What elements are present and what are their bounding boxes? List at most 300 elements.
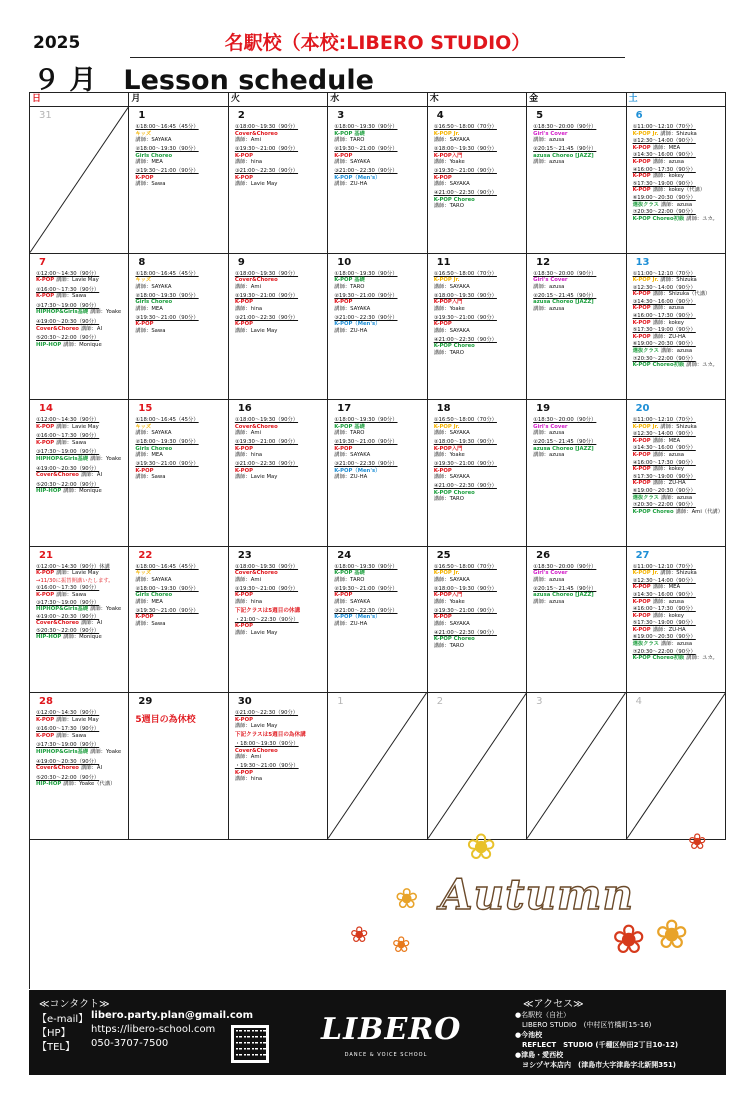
lesson-slot[interactable]	[235, 608, 325, 615]
lesson-instructor: 講師：azusa	[533, 159, 565, 166]
tel-label: 【TEL】	[37, 1042, 75, 1053]
lesson-slot[interactable]	[36, 614, 126, 627]
lesson-time: ③21:00〜22:30（90分）	[334, 607, 398, 614]
day-cell[interactable]	[129, 107, 228, 254]
lesson-name: K-POP	[234, 321, 253, 328]
lesson-time: ⑤20:30〜22:00（90分）	[36, 627, 100, 634]
lesson-time: ②12:30〜14:00（90分）	[632, 577, 696, 584]
lesson-time: ①18:00〜19:30（90分）	[334, 270, 398, 277]
lesson-slot[interactable]	[633, 313, 723, 326]
lesson-time: ③21:00〜22:30（90分）	[334, 168, 398, 175]
lesson-instructor: 講師：MEA	[652, 584, 681, 591]
lesson-instructor: 講師：AI	[80, 620, 103, 627]
lesson-name	[36, 620, 126, 627]
lesson-name: K-POP入門	[433, 445, 463, 452]
day-cell[interactable]	[627, 547, 726, 694]
day-number: 10	[337, 256, 352, 268]
day-number: 4	[436, 110, 444, 121]
lesson-time: ⑦20:30〜22:00（90分）	[632, 648, 696, 655]
lesson-slot[interactable]	[434, 630, 524, 650]
lesson-slot[interactable]	[434, 168, 524, 188]
lesson-name: K-POP Jr.	[433, 277, 460, 284]
lesson-slot[interactable]	[633, 502, 723, 515]
lesson-name: K-POP	[334, 299, 353, 306]
lesson-slot[interactable]	[633, 341, 723, 354]
day-cell[interactable]	[428, 254, 527, 401]
lesson-time: ④21:00〜22:30（90分）	[433, 483, 497, 490]
lesson-slot[interactable]	[334, 461, 424, 481]
lesson-instructor: 講師：MEA	[652, 437, 681, 444]
lesson-slot[interactable]	[235, 710, 325, 730]
day-cell[interactable]	[30, 254, 129, 401]
lesson-instructor: 講師：azusa	[533, 576, 565, 583]
lesson-instructor: 講師：Monique	[63, 341, 102, 348]
lesson-name	[633, 584, 723, 591]
lesson-slot[interactable]	[36, 466, 126, 479]
day-cell[interactable]	[328, 400, 427, 547]
lesson-slot[interactable]	[633, 124, 723, 137]
lesson-instructor: 講師：Sawa	[56, 732, 87, 739]
lesson-slot[interactable]	[135, 168, 225, 188]
lesson-time: ②18:00〜19:30（90分）	[433, 146, 497, 153]
lesson-name-text: K-POP Jr.	[632, 277, 659, 284]
lesson-slot[interactable]	[235, 417, 325, 437]
weekday-header: 日	[30, 93, 129, 107]
lesson-slot[interactable]	[36, 417, 126, 430]
lesson-time: ①11:00〜12:10（70分）	[632, 563, 696, 570]
day-cell[interactable]	[328, 693, 427, 840]
day-cell[interactable]	[627, 254, 726, 401]
lesson-slot[interactable]	[633, 474, 723, 487]
lesson-time: ①11:00〜12:10（70分）	[632, 417, 696, 424]
day-number: 2	[237, 110, 245, 121]
lesson-slot[interactable]	[36, 319, 126, 332]
lesson-name: Girl's Cover	[533, 277, 568, 284]
lesson-name: K-POP	[234, 716, 253, 723]
lesson-name	[633, 599, 723, 606]
qr-code-icon[interactable]	[231, 1025, 269, 1063]
lesson-slot[interactable]	[334, 168, 424, 188]
lesson-slot[interactable]	[434, 190, 524, 210]
lesson-name: K-POP 基礎	[334, 570, 365, 577]
lesson-instructor: 講師：azusa	[660, 641, 693, 648]
lesson-instructor: 講師：TARO	[433, 496, 464, 503]
day-cell[interactable]	[527, 254, 626, 401]
lesson-slot[interactable]	[135, 146, 225, 166]
access-line: ●名駅校（自社）	[515, 1011, 571, 1019]
lesson-slot[interactable]	[135, 564, 225, 584]
lesson-slot[interactable]	[434, 124, 524, 144]
lesson-instructor: 講師：AI	[80, 472, 103, 479]
lesson-slot[interactable]	[36, 628, 126, 641]
lesson-instructor: 講師：azusa	[660, 348, 693, 355]
day-cell[interactable]	[428, 107, 527, 254]
lesson-time: ①18:30〜20:00（90分）	[533, 563, 597, 570]
day-cell[interactable]	[229, 400, 328, 547]
lesson-slot[interactable]	[434, 564, 524, 584]
lesson-slot[interactable]	[135, 608, 225, 628]
lesson-slot[interactable]	[633, 445, 723, 458]
lesson-slot[interactable]	[633, 431, 723, 444]
lesson-name: Girls Choreo	[135, 152, 173, 159]
lesson-slot[interactable]	[533, 439, 623, 459]
lesson-instructor: 講師：Lavie May	[56, 570, 99, 577]
lesson-slot[interactable]	[633, 578, 723, 591]
maple-leaf-icon: ❀	[466, 827, 497, 868]
lesson-slot[interactable]	[235, 763, 325, 783]
lesson-slot[interactable]	[334, 271, 424, 291]
lesson-slot[interactable]	[36, 335, 126, 348]
lesson-slot[interactable]	[633, 327, 723, 340]
lesson-slot[interactable]	[533, 586, 623, 606]
lesson-name-text: Cover&Choreo	[36, 472, 79, 479]
lesson-slot[interactable]	[434, 439, 524, 459]
lesson-name	[36, 781, 126, 788]
access-line: ●津島・愛西校	[515, 1051, 564, 1059]
lesson-slot[interactable]	[533, 417, 623, 437]
lesson-instructor: 講師：SAYAKA	[135, 137, 172, 144]
lesson-time: ②18:00〜19:30（90分）	[135, 292, 199, 299]
lesson-instructor: 講師：ZU-HA	[652, 626, 686, 633]
lesson-slot[interactable]	[633, 564, 723, 577]
lesson-slot[interactable]	[36, 726, 126, 739]
lesson-slot[interactable]	[633, 209, 723, 222]
lesson-time: ③19:30〜21:00（90分）	[135, 607, 199, 614]
lesson-slot[interactable]	[334, 608, 424, 628]
lesson-instructor: 講師：Shizuka	[660, 423, 697, 430]
lesson-slot[interactable]	[36, 303, 126, 316]
day-cell[interactable]	[527, 107, 626, 254]
day-cell[interactable]	[229, 693, 328, 840]
lesson-name-text: K-POP Jr.	[632, 423, 659, 430]
lesson-slot[interactable]	[434, 315, 524, 335]
day-cell[interactable]	[328, 547, 427, 694]
lesson-name	[633, 145, 723, 152]
lesson-time: ⑦20:30〜22:00（90分）	[632, 502, 696, 509]
lesson-slot[interactable]	[434, 271, 524, 291]
lesson-slot[interactable]	[235, 168, 325, 188]
lesson-name-text: K-POP	[36, 423, 55, 430]
day-cell[interactable]	[627, 693, 726, 840]
lesson-name: Cover&Choreo	[234, 570, 278, 577]
day-cell[interactable]	[30, 400, 129, 547]
lesson-instructor: 講師：Ami	[234, 137, 261, 144]
lesson-time: ①12:00〜14:30（90分）	[36, 710, 100, 717]
lesson-name-text: K-POP	[36, 570, 55, 577]
day-cell[interactable]	[129, 547, 228, 694]
lesson-slot[interactable]	[135, 439, 225, 459]
lesson-slot[interactable]	[434, 461, 524, 481]
lesson-time: ①16:50〜18:00（70分）	[433, 270, 497, 277]
lesson-time: ②18:00〜19:30（90分）	[135, 439, 199, 446]
lesson-time: ⑤20:30〜22:00（90分）	[36, 335, 100, 342]
day-cell[interactable]	[527, 693, 626, 840]
lesson-time: 下記クラスは5週目の為休講	[234, 732, 306, 739]
lesson-time: ②18:00〜19:30（90分）	[135, 146, 199, 153]
lesson-slot[interactable]	[434, 337, 524, 357]
lesson-slot[interactable]	[135, 293, 225, 313]
lesson-name: K-POP	[234, 592, 253, 599]
lesson-instructor: 講師：azusa	[660, 494, 693, 501]
day-cell[interactable]	[30, 693, 129, 840]
lesson-slot[interactable]	[633, 606, 723, 619]
lesson-slot[interactable]	[36, 600, 126, 613]
lesson-slot[interactable]	[36, 271, 126, 284]
lesson-slot[interactable]	[235, 461, 325, 481]
lesson-slot[interactable]	[434, 608, 524, 628]
lesson-slot[interactable]	[36, 742, 126, 755]
lesson-name-text: K-POP	[632, 598, 651, 605]
lesson-time: ①16:50〜18:00（70分）	[433, 417, 497, 424]
weekday-header: 土	[627, 93, 726, 107]
day-cell[interactable]	[428, 400, 527, 547]
lesson-instructor: 講師：SAYAKA	[135, 283, 172, 290]
lesson-instructor: 講師：Yoake	[433, 598, 465, 605]
lesson-slot[interactable]	[135, 586, 225, 606]
lesson-slot[interactable]	[235, 617, 325, 637]
lesson-name: Girl's Cover	[533, 130, 568, 137]
lesson-name: Girl's Cover	[533, 423, 568, 430]
day-number: 15	[138, 403, 153, 415]
lesson-time: ③17:30〜19:00（90分）	[36, 742, 100, 749]
lesson-slot[interactable]	[235, 732, 325, 739]
lesson-slot[interactable]	[633, 138, 723, 151]
lesson-name-text: HIP-HOP	[36, 341, 62, 348]
lesson-name	[36, 293, 126, 300]
lesson-name-text: K-POP	[36, 293, 55, 300]
lesson-name: Girls Choreo	[135, 299, 173, 306]
lesson-slot[interactable]	[633, 620, 723, 633]
lesson-instructor: 講師：azusa	[652, 598, 684, 605]
lesson-name: K-POP	[433, 321, 452, 328]
day-cell[interactable]	[428, 693, 527, 840]
day-cell[interactable]	[30, 107, 129, 254]
day-cell[interactable]	[129, 400, 228, 547]
lesson-slot[interactable]	[633, 167, 723, 180]
day-cell[interactable]	[627, 107, 726, 254]
day-cell[interactable]	[428, 547, 527, 694]
lesson-name: Cover&Choreo	[234, 277, 278, 284]
lesson-slot[interactable]	[36, 585, 126, 598]
lesson-time: ④16:00〜17:30（90分）	[632, 606, 696, 613]
lesson-slot[interactable]	[533, 293, 623, 313]
lesson-slot[interactable]	[533, 146, 623, 166]
lesson-slot[interactable]	[235, 439, 325, 459]
lesson-slot[interactable]	[135, 315, 225, 335]
lesson-slot[interactable]	[633, 181, 723, 194]
lesson-slot[interactable]	[334, 586, 424, 606]
lesson-instructor: 講師：Monique	[63, 488, 102, 495]
lesson-instructor: 講師：azusa	[533, 598, 565, 605]
weekday-header: 水	[328, 93, 427, 107]
lesson-slot[interactable]	[334, 315, 424, 335]
lesson-time: ③17:30〜19:00（90分）	[36, 599, 100, 606]
lesson-instructor: 講師：TARO	[433, 203, 464, 210]
lesson-slot[interactable]	[235, 271, 325, 291]
lesson-time: ②19:30〜21:00（90分）	[334, 439, 398, 446]
lesson-slot[interactable]	[633, 460, 723, 473]
lesson-instructor: 講師：Ami	[234, 754, 261, 761]
email-link[interactable]: libero.party.plan@gmail.com	[91, 1010, 254, 1021]
tel-number[interactable]: 050-3707-7500	[91, 1038, 169, 1049]
lesson-slot[interactable]	[235, 564, 325, 584]
lesson-name	[633, 466, 723, 473]
lesson-instructor: 講師：ユカ。	[686, 655, 718, 662]
day-cell[interactable]	[627, 400, 726, 547]
lesson-slot[interactable]	[633, 649, 723, 662]
lesson-name: K-POP（Men's）	[334, 174, 381, 181]
lesson-time: ①18:00〜16:45（45分）	[135, 124, 199, 130]
lesson-slot[interactable]	[36, 449, 126, 462]
closed-note: 5週目の為休校	[135, 715, 196, 726]
lesson-time: ③21:00〜22:30（90分）	[234, 168, 299, 175]
lesson-instructor: 講師：Lavie May	[56, 277, 99, 284]
lesson-name-text: HIP-HOP	[36, 634, 62, 641]
lesson-slot[interactable]	[633, 417, 723, 430]
lesson-time: ①18:00〜16:45（45分）	[135, 270, 199, 277]
lesson-slot[interactable]	[533, 124, 623, 144]
day-cell[interactable]	[229, 107, 328, 254]
lesson-instructor: 講師：Sawa	[135, 620, 166, 627]
lesson-slot[interactable]	[434, 586, 524, 606]
lesson-instructor: 講師：MEA	[135, 452, 163, 459]
lesson-instructor: 講師：ユカ。	[686, 215, 718, 222]
lesson-slot[interactable]	[533, 271, 623, 291]
lesson-instructor: 講師：TARO	[334, 137, 365, 144]
lesson-name-text: Cover&Choreo	[36, 765, 79, 772]
day-cell[interactable]	[229, 254, 328, 401]
lesson-name	[36, 592, 126, 599]
lesson-slot[interactable]	[235, 315, 325, 335]
day-number: 22	[138, 549, 153, 561]
lesson-name: K-POP	[135, 614, 154, 621]
lesson-slot[interactable]	[36, 433, 126, 446]
lesson-slot[interactable]	[633, 488, 723, 501]
lesson-name: Cover&Choreo	[234, 423, 278, 430]
lesson-slot[interactable]	[235, 293, 325, 313]
lesson-slot[interactable]	[334, 124, 424, 144]
lesson-name	[36, 472, 126, 479]
lesson-slot[interactable]	[334, 439, 424, 459]
lesson-time: ・21:00〜22:30（90分）	[234, 616, 299, 623]
day-cell[interactable]	[328, 107, 427, 254]
day-cell[interactable]	[30, 547, 129, 694]
lesson-slot[interactable]	[533, 564, 623, 584]
lesson-time: ②18:00〜19:30（90分）	[433, 292, 497, 299]
lesson-slot[interactable]	[135, 461, 225, 481]
lesson-slot[interactable]	[135, 271, 225, 291]
lesson-instructor: 講師：Lavie May	[234, 723, 278, 730]
lesson-slot[interactable]	[334, 417, 424, 437]
lesson-slot[interactable]	[36, 564, 126, 577]
lesson-name: K-POP	[234, 623, 253, 630]
lesson-slot[interactable]	[334, 564, 424, 584]
lesson-slot[interactable]	[235, 586, 325, 606]
lesson-slot[interactable]	[633, 299, 723, 312]
lesson-time: ③21:00〜22:30（90分）	[234, 314, 299, 321]
lesson-slot[interactable]	[334, 146, 424, 166]
lesson-slot[interactable]	[633, 356, 723, 369]
lesson-slot[interactable]	[334, 293, 424, 313]
lesson-instructor: 講師：kokey	[652, 466, 684, 473]
lesson-time: ②19:30〜21:00（90分）	[234, 146, 299, 153]
lesson-name: K-POP 基礎	[334, 130, 365, 137]
lesson-slot[interactable]	[434, 293, 524, 313]
lesson-slot[interactable]	[135, 417, 225, 437]
lesson-slot[interactable]	[633, 634, 723, 647]
lesson-slot[interactable]	[36, 482, 126, 495]
lesson-slot[interactable]	[434, 146, 524, 166]
day-number: 18	[436, 403, 451, 415]
lesson-time: ①18:00〜16:45（45分）	[135, 563, 199, 570]
lesson-slot[interactable]	[633, 285, 723, 298]
lesson-time: ③14:30〜16:00（90分）	[632, 445, 696, 452]
lesson-slot[interactable]	[36, 710, 126, 723]
lesson-slot[interactable]	[434, 417, 524, 437]
day-number: 21	[39, 549, 53, 561]
day-cell[interactable]	[229, 547, 328, 694]
maple-leaf-icon: ❀	[395, 882, 419, 915]
day-cell[interactable]	[527, 400, 626, 547]
lesson-slot[interactable]	[633, 271, 723, 284]
lesson-name: K-POP	[234, 299, 253, 306]
day-number: 4	[635, 696, 642, 708]
lesson-time: ③19:30〜21:00（90分）	[433, 168, 497, 175]
lesson-instructor: 講師：MEA	[652, 144, 681, 151]
day-number: 8	[138, 256, 146, 268]
day-cell[interactable]	[527, 547, 626, 694]
lesson-slot[interactable]	[36, 578, 126, 585]
lesson-slot[interactable]	[36, 759, 126, 772]
lesson-name: K-POP Jr.	[433, 423, 460, 430]
lesson-instructor: 講師：Yoake	[90, 309, 122, 316]
day-cell[interactable]	[129, 254, 228, 401]
lesson-instructor: 講師：Yoake	[433, 305, 465, 312]
day-cell[interactable]	[129, 693, 228, 840]
lesson-slot[interactable]	[235, 741, 325, 761]
day-number: 20	[635, 403, 650, 415]
lesson-name-text: K-POP Choreo初級	[632, 362, 685, 369]
lesson-name: K-POP 基礎	[334, 423, 365, 430]
lesson-slot[interactable]	[235, 124, 325, 144]
day-number: 6	[635, 110, 643, 121]
lesson-slot[interactable]	[434, 483, 524, 503]
lesson-name-text: K-POP Jr.	[632, 570, 659, 577]
lesson-slot[interactable]	[235, 146, 325, 166]
lesson-slot[interactable]	[633, 195, 723, 208]
lesson-name: K-POP Choreo	[433, 196, 475, 203]
lesson-time: ①18:00〜19:30（90分）	[234, 270, 299, 277]
lesson-instructor: 講師：azusa	[660, 201, 693, 208]
lesson-slot[interactable]	[135, 124, 225, 144]
lesson-name-text: HIPHOP&Girls基礎	[36, 455, 89, 462]
access-title: ≪アクセス≫	[523, 999, 584, 1010]
lesson-name-text: K-POP	[36, 591, 55, 598]
day-number: 17	[337, 403, 352, 415]
day-number: 13	[635, 256, 650, 268]
hp-link[interactable]: https://libero-school.com	[91, 1024, 216, 1035]
lesson-name	[633, 362, 723, 369]
lesson-instructor: 講師：SAYAKA	[433, 620, 470, 627]
lesson-slot[interactable]	[633, 592, 723, 605]
day-cell[interactable]	[328, 254, 427, 401]
lesson-slot[interactable]	[36, 775, 126, 788]
lesson-name-text: K-POP	[632, 187, 651, 194]
lesson-name	[36, 309, 126, 316]
lesson-slot[interactable]	[36, 287, 126, 300]
lesson-name	[633, 187, 723, 194]
lesson-slot[interactable]	[633, 152, 723, 165]
